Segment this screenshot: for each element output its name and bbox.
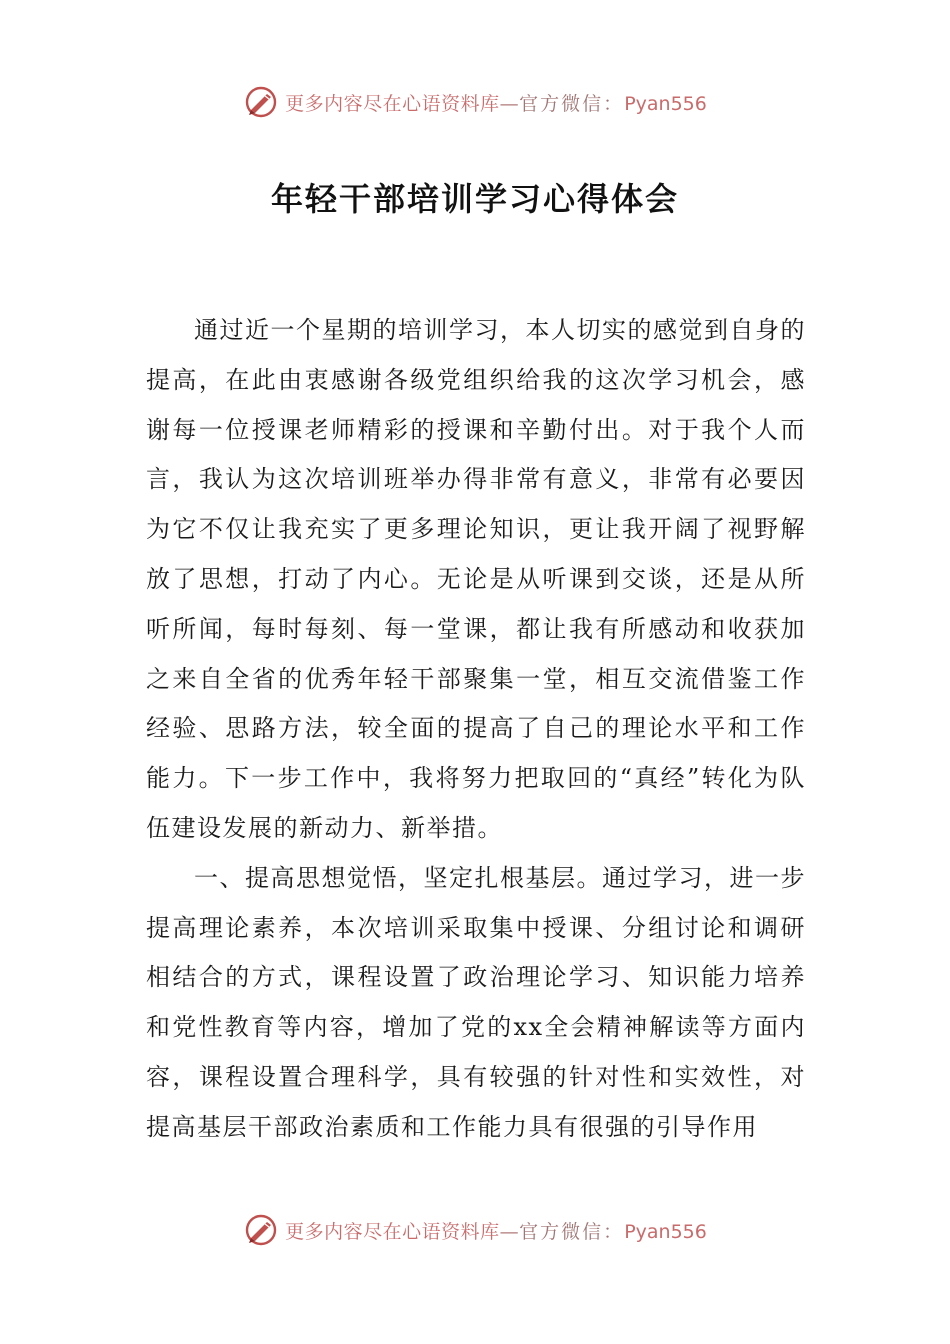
banner-dash: — [499,1220,520,1243]
document-title: 年轻干部培训学习心得体会 [270,180,679,218]
banner-wechat-id: Pyan556 [624,1220,707,1243]
paragraph-2: 一、提高思想觉悟，坚定扎根基层。通过学习，进一步提高理论素养，本次培训采取集中授课、分组讨论和调研相结合的方式，课程设置了政治理论学习、知识能力培养和党性教育等内容，增加了党的xx全会精神解读等方面内容，课程设置合理科学，具有较强的针对性和实效性，对提高基层干部政治素质和工作能力具有很强的引导作用 [146,863,806,1141]
paragraph-1: 通过近一个星期的培训学习，本人切实的感觉到自身的提高，在此由衷感谢各级党组织给我的这次学习机会，感谢每一位授课老师精彩的授课和辛勤付出。对于我个人而言，我认为这次培训班举办得非常有意义，非常有必要因为它不仅让我充实了更多理论知识，更让我开阔了视野解放了思想，打动了内心。无论是从听课到交谈，还是从所听所闻，每时每刻、每一堂课，都让我有所感动和收获加之来自全省的优秀年轻干部聚集一堂，相互交流借鉴工作经验、思路方法，较全面的提高了自己的理论水平和工作能力。下一步工作中，我将努力把取回的“真经”转化为队伍建设发展的新动力、新举措。 [146,316,806,842]
pen-logo-icon [243,1212,279,1248]
footer-banner [0,1210,950,1250]
banner-text [285,1217,707,1244]
pen-logo-icon [243,84,279,120]
banner-dash: — [499,92,520,115]
banner-site-name: 更多内容尽在心语资料库 [285,92,500,115]
banner-wechat-label: 官方微信： [519,92,625,115]
banner-site-name: 更多内容尽在心语资料库 [285,1220,500,1243]
document-body [146,306,806,1153]
header-banner [0,82,950,122]
banner-text [285,89,707,116]
banner-wechat-label: 官方微信： [519,1220,625,1243]
banner-wechat-id: Pyan556 [624,92,707,115]
